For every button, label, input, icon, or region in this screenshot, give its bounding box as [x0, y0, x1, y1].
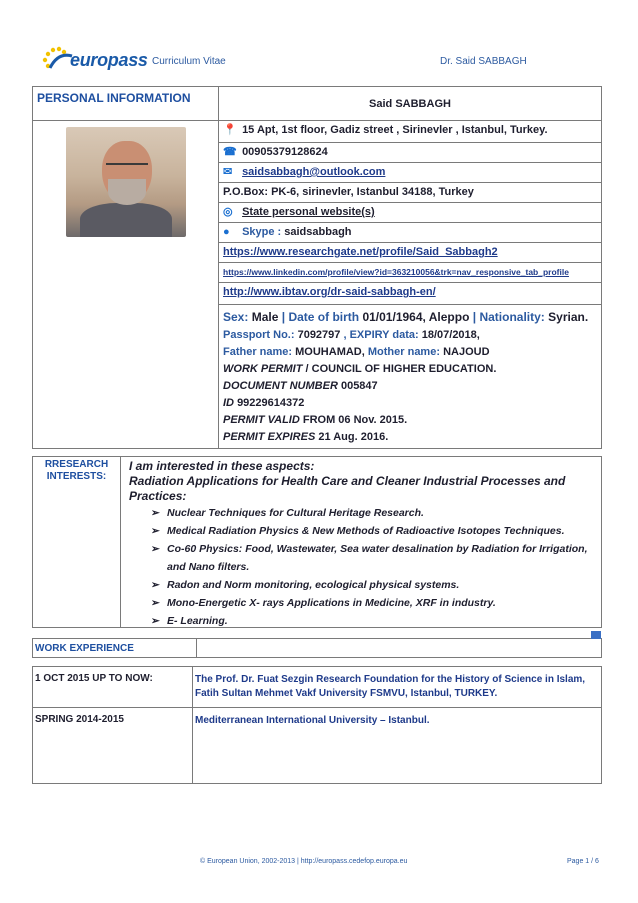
website-text: State personal website(s)	[242, 206, 375, 218]
skype-value: saidsabbagh	[284, 226, 352, 238]
work-date: SPRING 2014-2015	[33, 708, 193, 784]
document-number-row	[223, 378, 597, 395]
address-text: 15 Apt, 1st floor, Gadiz street , Sirinevler , Istanbul, Turkey.	[242, 124, 548, 136]
nationality-label: Nationality:	[479, 310, 545, 324]
linkedin-row	[219, 263, 602, 283]
globe-icon: ◎	[223, 206, 233, 218]
work-row	[33, 667, 602, 708]
section-marker	[591, 631, 601, 639]
work-experience-table	[32, 666, 602, 784]
research-interests-section	[32, 456, 602, 628]
research-item: ➢ Medical Radiation Physics & New Methods of Radioactive Isotopes Techniques.	[151, 522, 597, 540]
dob-value: 01/01/1964, Aleppo	[362, 310, 470, 324]
cv-label: Curriculum Vitae	[152, 56, 226, 67]
permit-valid-label: PERMIT VALID	[223, 414, 300, 426]
research-list	[151, 504, 597, 630]
linkedin-link[interactable]: https://www.linkedin.com/profile/view?id=363210056&trk=nav_responsive_tab_profile	[223, 267, 569, 277]
ibtav-link[interactable]: http://www.ibtav.org/dr-said-sabbagh-en/	[223, 286, 436, 298]
work-date: 1 OCT 2015 UP TO NOW:	[33, 667, 193, 708]
expiry-value: 18/07/2018,	[421, 329, 480, 341]
permit-expires-label: PERMIT EXPIRES	[223, 431, 316, 443]
phone-row	[219, 143, 602, 163]
logo-text: europass	[70, 50, 148, 70]
permit-valid-row	[223, 412, 597, 429]
researchgate-link[interactable]: https://www.researchgate.net/profile/Said_Sabbagh2	[223, 246, 498, 258]
passport-row	[223, 327, 597, 344]
sex-label: Sex:	[223, 310, 249, 324]
envelope-icon: ✉	[223, 166, 233, 178]
research-item: ➢ Mono-Energetic X- rays Applications in Medicine, XRF in industry.	[151, 594, 597, 612]
father-value: MOUHAMAD,	[295, 346, 365, 358]
father-label: Father name:	[223, 346, 293, 358]
work-description: The Prof. Dr. Fuat Sezgin Research Foundation for the History of Science in Islam, Fatih Sultan Mehmet Vakf University FSMVU, Istanbul, TURKEY.	[193, 667, 602, 708]
ibtav-row	[219, 283, 602, 305]
pobox-text: P.O.Box: PK-6, sirinevler, Istanbul 34188, Turkey	[223, 186, 474, 198]
research-item: ➢ Nuclear Techniques for Cultural Heritage Research.	[151, 504, 597, 522]
id-label: ID	[223, 397, 234, 409]
passport-label: Passport No.:	[223, 329, 295, 341]
research-item: ➢ Co-60 Physics: Food, Wastewater, Sea water desalination by Radiation for Irrigation, and Nano filters.	[151, 540, 597, 576]
person-name: Said SABBAGH	[369, 97, 451, 110]
passport-value: 7092797	[297, 329, 341, 341]
skype-row	[219, 223, 602, 243]
research-intro: I am interested in these aspects:	[129, 459, 315, 473]
work-row	[33, 708, 602, 784]
email-link[interactable]: saidsabbagh@outlook.com	[242, 166, 386, 178]
research-item: ➢ E- Learning.	[151, 612, 597, 630]
research-interests-body	[129, 459, 597, 630]
research-interests-label: RRESEARCH INTERESTS:	[33, 457, 121, 627]
parents-row	[223, 344, 597, 361]
personal-information-table	[32, 86, 602, 449]
expiry-label: , EXPIRY data:	[343, 329, 419, 341]
address-row	[219, 121, 602, 143]
work-permit-row	[223, 361, 597, 378]
dob-label: Date of birth	[288, 310, 360, 324]
speech-bubble-icon: ●	[223, 226, 230, 238]
work-description: Mediterranean International University – Istanbul.	[193, 708, 602, 784]
work-experience-title: WORK EXPERIENCE	[35, 643, 134, 654]
mother-value: NAJOUD	[443, 346, 490, 358]
id-value: 99229614372	[237, 397, 305, 409]
work-experience-header	[32, 638, 602, 658]
page-header	[40, 44, 600, 76]
permit-expires-row	[223, 429, 597, 446]
phone-text: 00905379128624	[242, 146, 328, 158]
personal-section-title: PERSONAL INFORMATION	[37, 91, 191, 105]
id-row	[223, 395, 597, 412]
permit-expires-value: 21 Aug. 2016.	[318, 431, 389, 443]
profile-photo	[66, 127, 186, 237]
email-row	[219, 163, 602, 183]
pobox-row	[219, 183, 602, 203]
work-permit-label: WORK PERMIT	[223, 363, 303, 375]
researchgate-row	[219, 243, 602, 263]
page-number: Page 1 / 6	[567, 858, 599, 865]
mother-label: Mother name:	[367, 346, 440, 358]
work-experience-section	[32, 638, 602, 784]
nationality-value: Syrian.	[548, 310, 589, 324]
skype-label: Skype :	[242, 226, 282, 238]
location-pin-icon: 📍	[223, 124, 237, 136]
personal-details-cell	[219, 305, 602, 449]
name-cell	[219, 87, 602, 121]
footer-copyright: © European Union, 2002-2013 | http://europass.cedefop.europa.eu	[200, 858, 408, 865]
sex-dob-nationality-row: Sex: Male | Date of birth 01/01/1964, Aleppo | Nationality: Syrian.	[223, 310, 589, 324]
europass-logo	[40, 44, 148, 76]
document-number-value: 005847	[340, 380, 378, 392]
sex-value: Male	[251, 310, 279, 324]
europass-stars-icon	[40, 44, 74, 74]
council-text: / COUNCIL OF HIGHER EDUCATION.	[305, 363, 497, 375]
document-number-label: DOCUMENT NUMBER	[223, 380, 338, 392]
phone-icon: ☎	[223, 146, 237, 158]
research-subtitle: Radiation Applications for Health Care and Cleaner Industrial Processes and Practices:	[129, 474, 566, 503]
website-row	[219, 203, 602, 223]
permit-valid-value: FROM 06 Nov. 2015.	[302, 414, 408, 426]
research-item: ➢ Radon and Norm monitoring, ecological physical systems.	[151, 576, 597, 594]
photo-cell	[33, 121, 219, 449]
cv-owner-name: Dr. Said SABBAGH	[440, 56, 527, 67]
personal-section-title-cell	[33, 87, 219, 121]
